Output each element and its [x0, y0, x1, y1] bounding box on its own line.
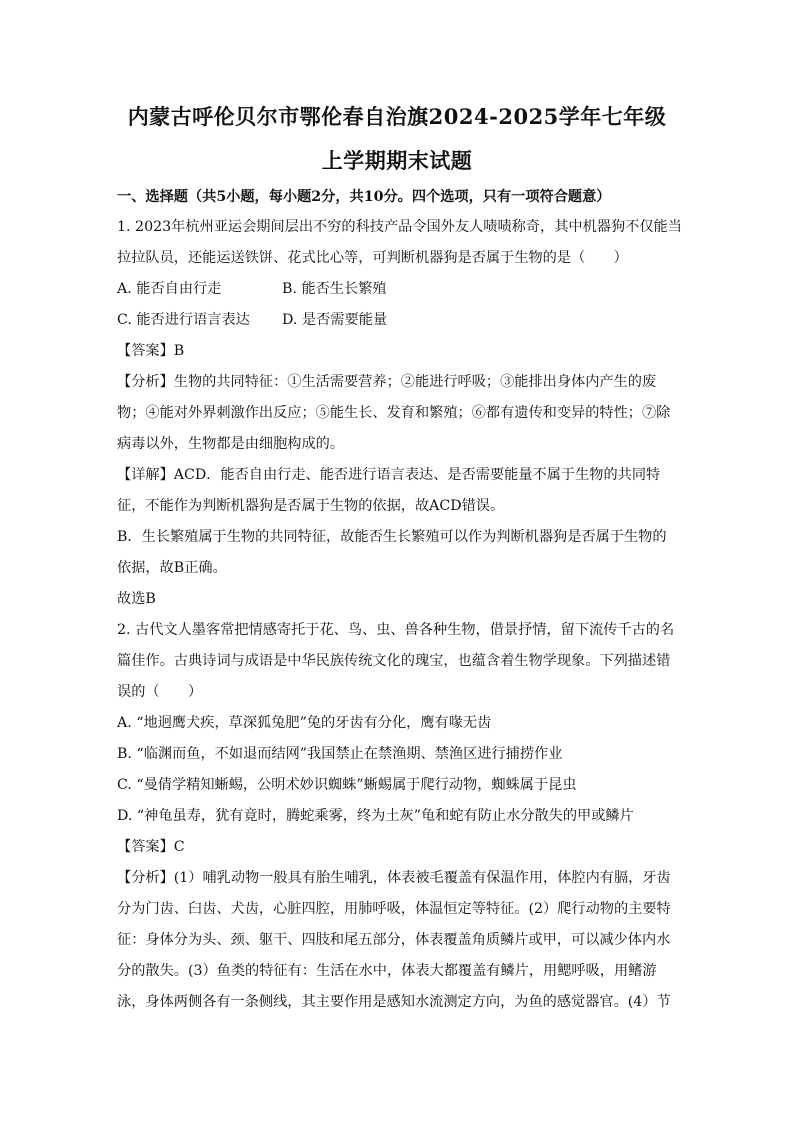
text-line: 征，不能作为判断机器狗是否属于生物的依据，故ACD错误。 — [117, 498, 505, 514]
text-line: 篇佳作。古典诗词与成语是中华民族传统文化的瑰宝，也蕴含着生物学现象。下列描述错 — [117, 653, 671, 669]
option-line: C. “曼倩学精知蜥蜴，公明术妙识蜘蛛”蜥蜴属于爬行动物，蜘蛛属于昆虫 — [117, 777, 577, 793]
text-line: 【分析】生物的共同特征：①生活需要营养；②能进行呼吸；③能排出身体内产生的废 — [117, 374, 657, 390]
text-line: 拉拉队员，还能运送铁饼、花式比心等，可判断机器狗是否属于生物的是（ ） — [117, 250, 628, 266]
option-c: C. 能否进行语言表达 — [117, 312, 250, 328]
options-row — [117, 279, 677, 299]
title-line-2: 上学期期末试题 — [321, 148, 473, 173]
text-line: 误的（ ） — [117, 684, 203, 700]
text-line: 分的散失。(3）鱼类的特征有：生活在水中，体表大都覆盖有鳞片，用鳃呼吸，用鳍游 — [117, 963, 657, 979]
options-row — [117, 310, 677, 330]
title-line-1: 内蒙古呼伦贝尔市鄂伦春自治旗2024-2025学年七年级 — [127, 104, 667, 129]
text-line: 【分析】(1）哺乳动物一般具有胎生哺乳，体表被毛覆盖有保温作用，体腔内有膈，牙齿 — [117, 870, 671, 886]
text-line: 分为门齿、臼齿、犬齿，心脏四腔，用肺呼吸，体温恒定等特征。(2）爬行动物的主要特 — [117, 901, 671, 917]
text-line: 1. 2023年杭州亚运会期间层出不穷的科技产品令国外友人啧啧称奇，其中机器狗不仅能当 — [117, 219, 682, 235]
text-line: 征：身体分为头、颈、躯干、四肢和尾五部分，体表覆盖角质鳞片或甲，可以减少体内水 — [117, 932, 671, 948]
text-line: 【详解】ACD．能否自由行走、能否进行语言表达、是否需要能量不属于生物的共同特 — [117, 467, 661, 483]
answer-line: 【答案】B — [117, 343, 185, 359]
text-line: 2. 古代文人墨客常把情感寄托于花、鸟、虫、兽各种生物，借景抒情，留下流传千古的名 — [117, 622, 675, 638]
option-d: D. 是否需要能量 — [282, 312, 388, 328]
option-line: D. “神龟虽寿，犹有竟时，腾蛇乘雾，终为土灰”龟和蛇有防止水分散失的甲或鳞片 — [117, 808, 634, 824]
text-line: 泳，身体两侧各有一条侧线，其主要作用是感知水流测定方向，为鱼的感觉器官。(4）节 — [117, 994, 671, 1010]
text-line: 依据，故B正确。 — [117, 560, 227, 576]
text-line: 故选B — [117, 591, 156, 607]
option-line: A. “地迥鹰犬疾，草深狐兔肥”兔的牙齿有分化，鹰有喙无齿 — [117, 715, 492, 731]
option-a: A. 能否自由行走 — [117, 281, 222, 297]
option-b: B. 能否生长繁殖 — [282, 281, 387, 297]
option-line: B. “临渊而鱼，不如退而结网”我国禁止在禁渔期、禁渔区进行捕捞作业 — [117, 746, 563, 762]
answer-line: 【答案】C — [117, 839, 185, 855]
text-line: B．生长繁殖属于生物的共同特征，故能否生长繁殖可以作为判断机器狗是否属于生物的 — [117, 529, 667, 545]
text-line: 物；④能对外界刺激作出反应；⑤能生长、发育和繁殖；⑥都有遗传和变异的特性；⑦除 — [117, 405, 671, 421]
section-heading: 一、选择题（共5小题，每小题2分，共10分。四个选项，只有一项符合题意） — [117, 189, 611, 205]
text-line: 病毒以外，生物都是由细胞构成的。 — [117, 436, 345, 452]
